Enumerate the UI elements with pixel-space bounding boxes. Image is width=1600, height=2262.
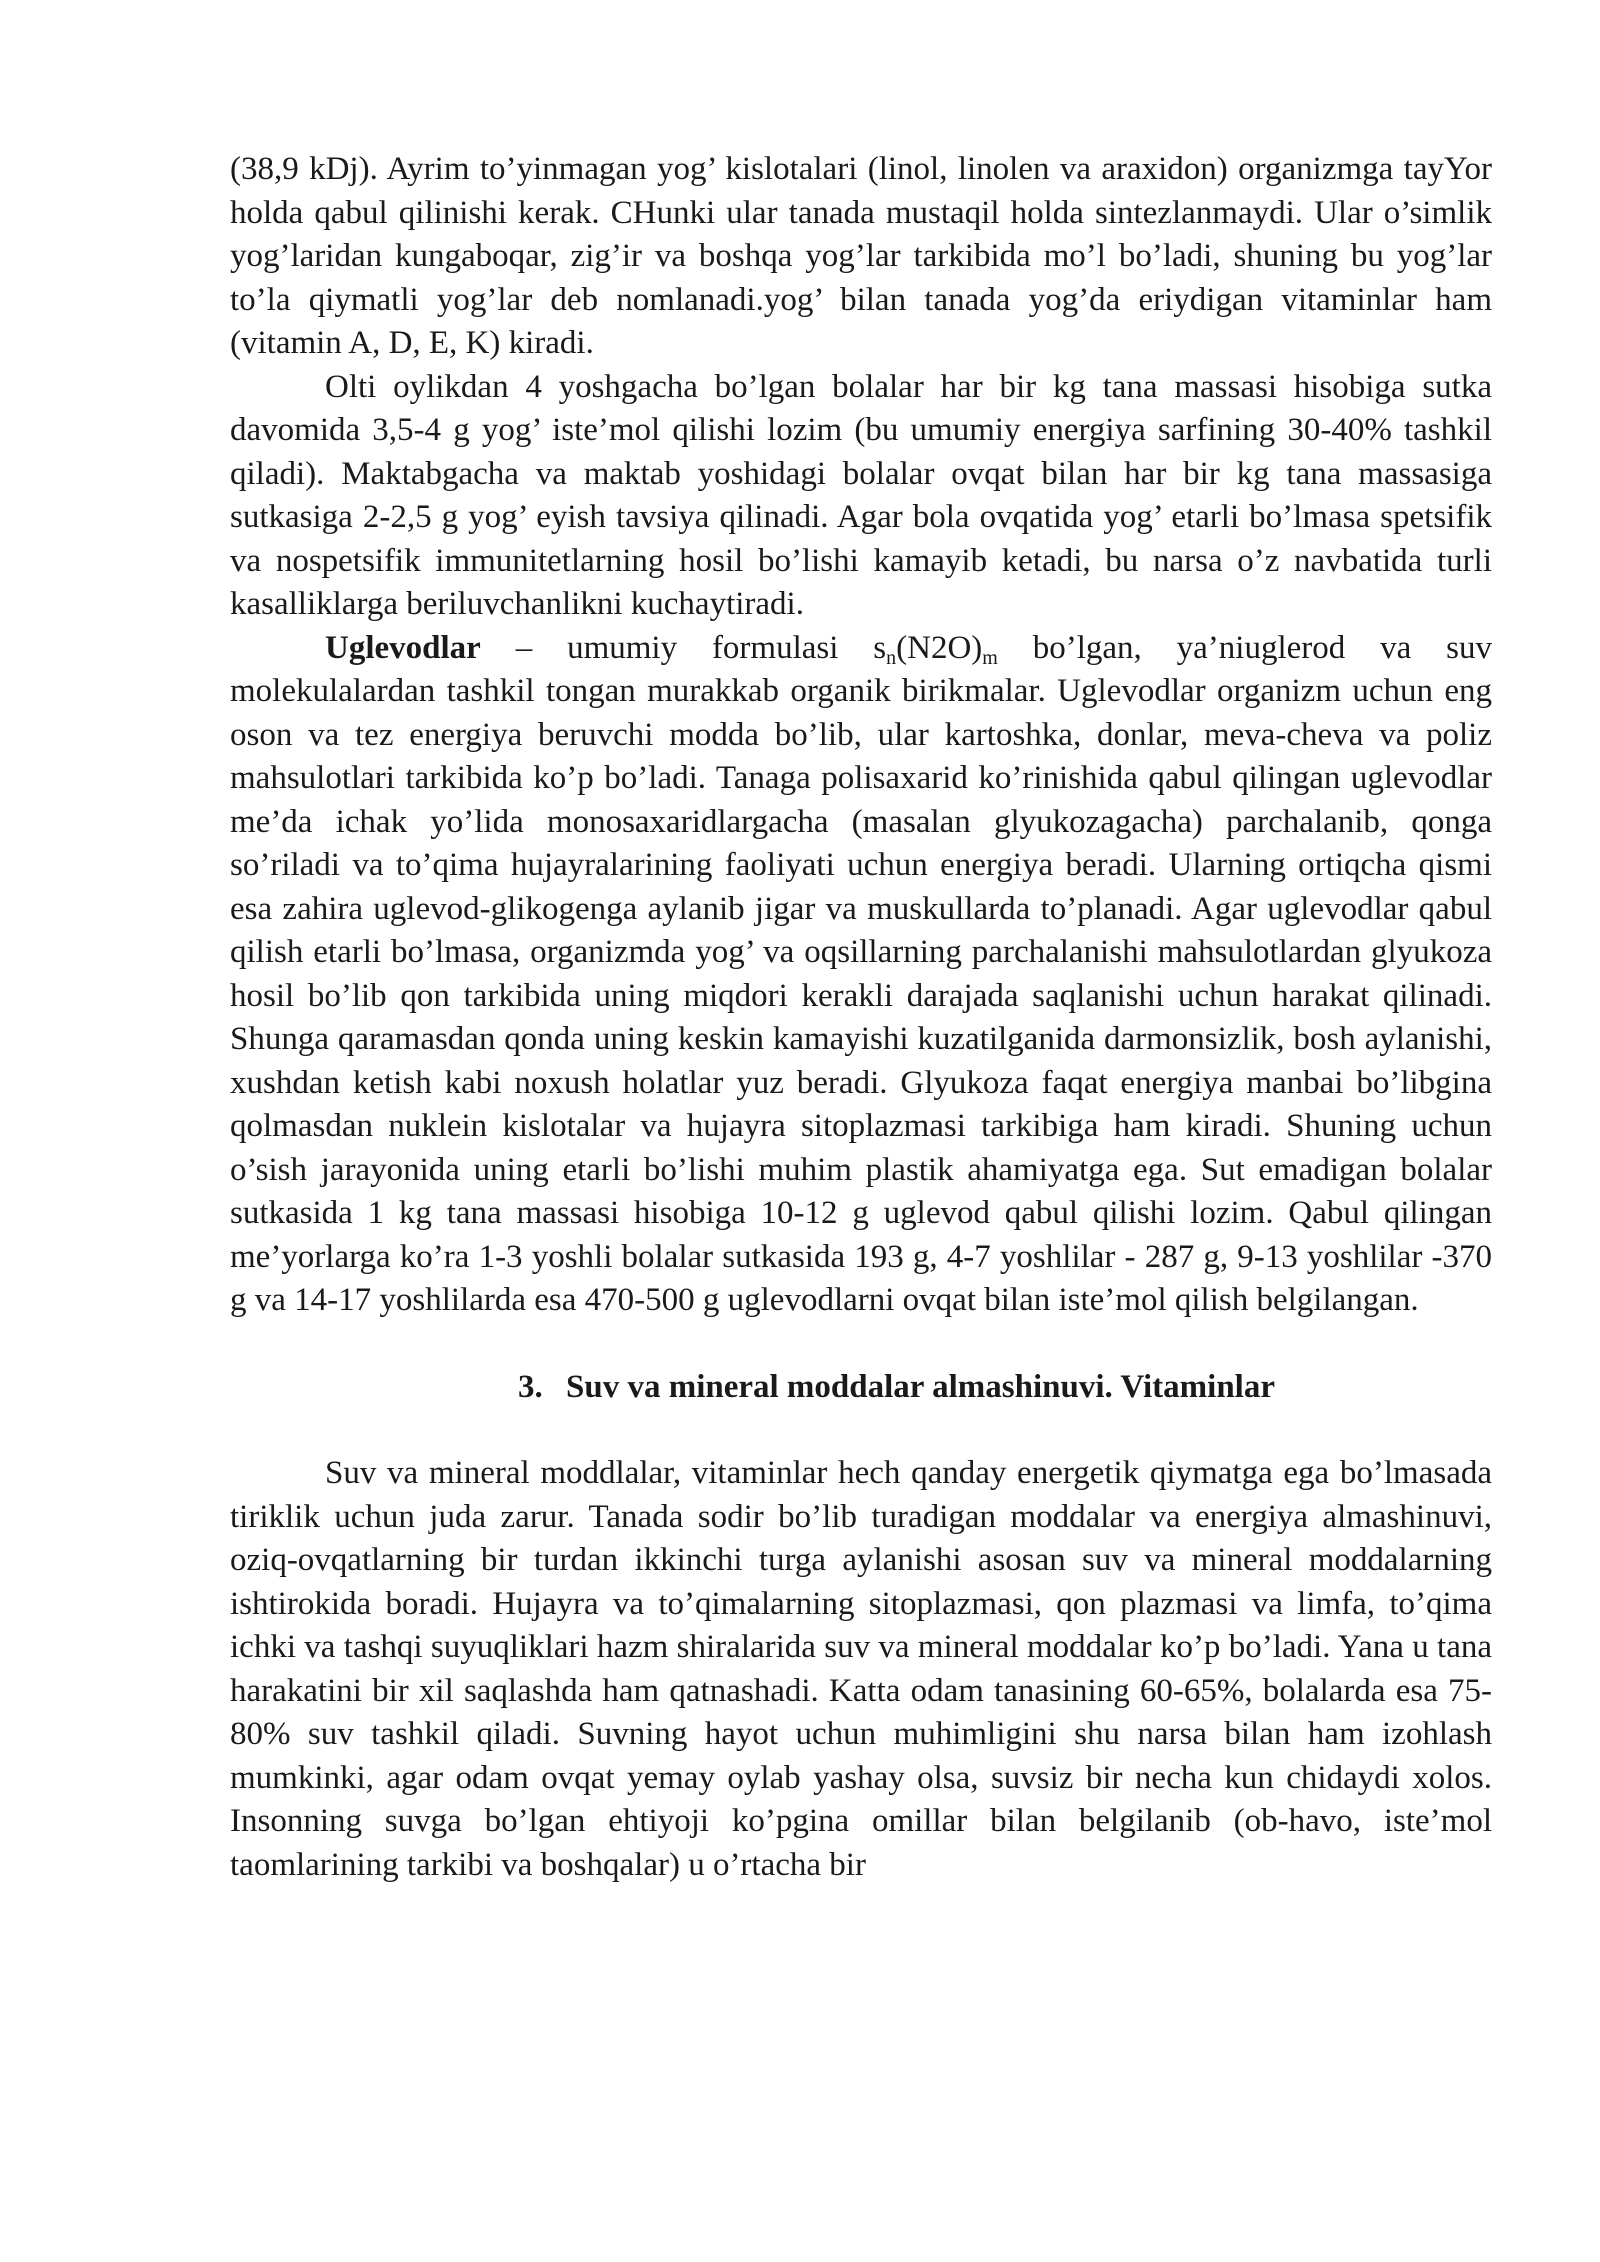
section-heading (230, 1366, 1492, 1410)
formula-text-2: (N2O) (896, 629, 983, 666)
term-uglevodlar: Uglevodlar (325, 629, 481, 666)
paragraph-water-minerals: Suv va mineral moddlalar, vitaminlar hech qanday energetik qiymatga ega bo’lmasada tiriklik uchun juda zarur. Tanada sodir bo’lib turadigan moddalar va energiya almashinuvi, oziq-ovqatlarning bir turdan ikkinchi turga aylanishi asosan suv va mineral moddalarning ishtirokida boradi. Hujayra va to’qimalarning sitoplazmasi, qon plazmasi va limfa, to’qima ichki va tashqi suyuqliklari hazm shiralarida suv va mineral moddalar ko’p bo’ladi. Yana u tana harakatini bir xil saqlashda ham qatnashadi. Katta odam tanasining 60-65%, bolalarda esa 75-80% suv tashkil qiladi. Suvning hayot uchun muhimligini shu narsa bilan ham izohlash mumkinki, agar odam ovqat yemay oylab yashay olsa, suvsiz bir necha kun chidaydi xolos. Insonning suvga bo’lgan ehtiyoji ko’pgina omillar bilan belgilanib (ob-havo, iste’mol taomlarining tarkibi va boshqalar) u o’rtacha bir (230, 1455, 1492, 1883)
section-title: Suv va mineral moddalar almashinuvi. Vitaminlar (566, 1368, 1275, 1405)
formula-subscript-n: n (886, 646, 897, 669)
paragraph-fats-unsaturated: (38,9 kDj). Ayrim to’yinmagan yog’ kislotalari (linol, linolen va araxidon) organizmga tayYor holda qabul qilinishi kerak. CHunki ular tanada mustaqil holda sintezlanmaydi. Ular o’simlik yog’laridan kungaboqar, zig’ir va boshqa yog’lar tarkibida mo’l bo’ladi, shuning bu yog’lar to’la qiymatli yog’lar deb nomlanadi.yog’ bilan tanada yog’da eriydigan vitaminlar ham (vitamin A, D, E, K) kiradi. (230, 151, 1492, 361)
paragraph-carbohydrates (230, 627, 1492, 1323)
formula-subscript-m: m (982, 646, 998, 669)
paragraph-fats-children: Olti oylikdan 4 yoshgacha bo’lgan bolalar har bir kg tana massasi hisobiga sutka davomida 3,5-4 g yog’ iste’mol qilishi lozim (bu umumiy energiya sarfining 30-40% tashkil qiladi). Maktabgacha va maktab yoshidagi bolalar ovqat bilan har bir kg tana massasiga sutkasiga 2-2,5 g yog’ eyish tavsiya qilinadi. Agar bola ovqatida yog’ etarli bo’lmasa spetsifik va nospetsifik immunitetlarning hosil bo’lishi kamayib ketadi, bu narsa o’z navbatida turli kasalliklarga beriluvchanlikni kuchaytiradi. (230, 368, 1492, 622)
document-page (230, 148, 1492, 1887)
formula-text-1: – umumiy formulasi s (480, 629, 887, 666)
section-number: 3. (518, 1368, 543, 1405)
carbohydrates-body: bo’lgan, ya’niuglerod va suv molekulalardan tashkil tongan murakkab organik birikmalar. Uglevodlar organizm uchun eng oson va tez energiya beruvchi modda bo’lib, ular kartoshka, donlar, meva-cheva va poliz mahsulotlari tarkibida ko’p bo’ladi. Tanaga polisaxarid ko’rinishida qabul qilingan uglevodlar me’da ichak yo’lida monosaxaridlargacha (masalan glyukozagacha) parchalanib, qonga so’riladi va to’qima hujayralarining faoliyati uchun energiya beradi. Ularning ortiqcha qismi esa zahira uglevod-glikogenga aylanib jigar va muskullarda to’planadi. Agar uglevodlar qabul qilish etarli bo’lmasa, organizmda yog’ va oqsillarning parchalanishi mahsulotlardan glyukoza hosil bo’lib qon tarkibida uning miqdori kerakli darajada saqlanishi uchun harakat qilinadi. Shunga qaramasdan qonda uning keskin kamayishi kuzatilganida darmonsizlik, bosh aylanishi, xushdan ketish kabi noxush holatlar yuz beradi. Glyukoza faqat energiya manbai bo’libgina qolmasdan nuklein kislotalar va hujayra sitoplazmasi tarkibiga ham kiradi. Shuning uchun o’sish jarayonida uning etarli bo’lishi muhim plastik ahamiyatga ega. Sut emadigan bolalar sutkasida 1 kg tana massasi hisobiga 10-12 g uglevod qabul qilishi lozim. Qabul qilingan me’yorlarga ko’ra 1-3 yoshli bolalar sutkasida 193 g, 4-7 yoshlilar - 287 g, 9-13 yoshlilar -370 g va 14-17 yoshlilarda esa 470-500 g uglevodlarni ovqat bilan iste’mol qilish belgilangan. (230, 629, 1492, 1318)
